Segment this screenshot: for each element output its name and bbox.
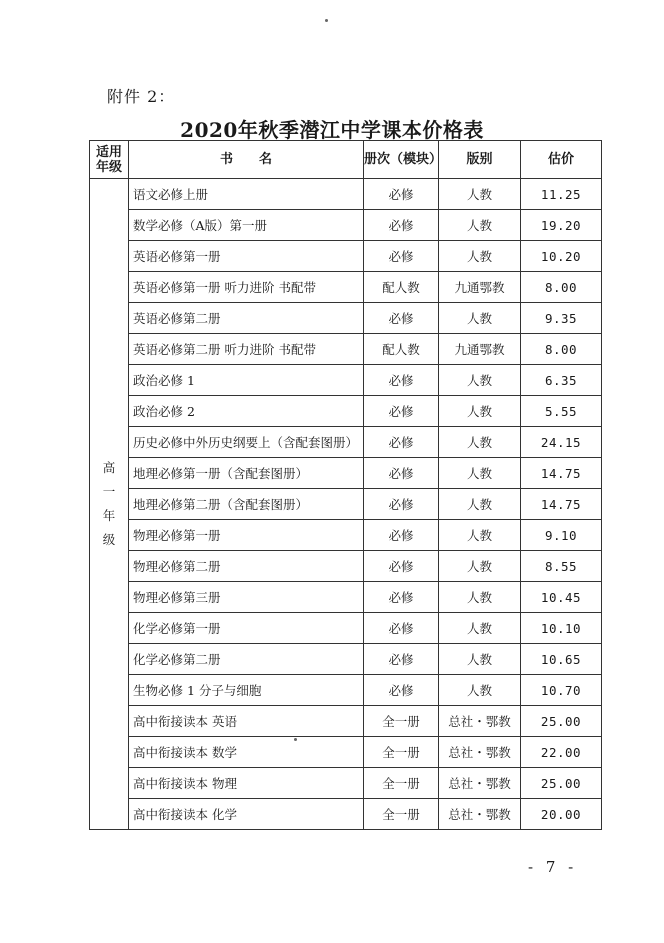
page-title: 2020年秋季潜江中学课本价格表 [180, 118, 484, 142]
header-grade: 适用年级 [90, 141, 129, 179]
grade-char: 级 [102, 532, 116, 547]
volume-cell: 必修 [364, 458, 439, 489]
volume-cell: 必修 [364, 365, 439, 396]
edition-cell: 人教 [439, 489, 521, 520]
book-name-cell: 高中衔接读本 物理 [129, 768, 364, 799]
book-name-cell: 高中衔接读本 英语 [129, 706, 364, 737]
volume-cell: 必修 [364, 644, 439, 675]
price-cell: 9.10 [521, 520, 602, 551]
book-name-cell: 物理必修第一册 [129, 520, 364, 551]
table-row [90, 458, 602, 489]
edition-cell: 人教 [439, 644, 521, 675]
table-row [90, 210, 602, 241]
table-row [90, 613, 602, 644]
edition-cell: 人教 [439, 303, 521, 334]
edition-cell: 总社・鄂教 [439, 737, 521, 768]
table-row [90, 551, 602, 582]
book-name-cell: 历史必修中外历史纲要上（含配套图册） [129, 427, 364, 458]
table-row [90, 799, 602, 830]
book-name-cell: 生物必修 1 分子与细胞 [129, 675, 364, 706]
price-cell: 19.20 [521, 210, 602, 241]
price-cell: 10.45 [521, 582, 602, 613]
volume-cell: 必修 [364, 396, 439, 427]
edition-cell: 人教 [439, 582, 521, 613]
edition-cell: 人教 [439, 396, 521, 427]
volume-cell: 必修 [364, 520, 439, 551]
book-name-cell: 物理必修第二册 [129, 551, 364, 582]
book-name-cell: 英语必修第二册 听力进阶 书配带 [129, 334, 364, 365]
edition-cell: 人教 [439, 365, 521, 396]
price-cell: 10.20 [521, 241, 602, 272]
volume-cell: 必修 [364, 582, 439, 613]
table-row [90, 272, 602, 303]
grade-char: 高 [102, 460, 116, 475]
volume-cell: 必修 [364, 551, 439, 582]
book-name-cell: 政治必修 2 [129, 396, 364, 427]
book-name-cell: 地理必修第一册（含配套图册） [129, 458, 364, 489]
table-row [90, 768, 602, 799]
edition-cell: 人教 [439, 520, 521, 551]
book-name-cell: 化学必修第二册 [129, 644, 364, 675]
attachment-label: 附件 2： [107, 87, 176, 106]
volume-cell: 配人教 [364, 272, 439, 303]
volume-cell: 配人教 [364, 334, 439, 365]
price-cell: 25.00 [521, 768, 602, 799]
volume-cell: 全一册 [364, 737, 439, 768]
edition-cell: 九通鄂教 [439, 272, 521, 303]
book-name-cell: 政治必修 1 [129, 365, 364, 396]
book-name-cell: 语文必修上册 [129, 179, 364, 210]
volume-cell: 全一册 [364, 768, 439, 799]
edition-cell: 人教 [439, 675, 521, 706]
price-cell: 20.00 [521, 799, 602, 830]
table-row [90, 303, 602, 334]
header-edition: 版别 [439, 141, 521, 179]
edition-cell: 人教 [439, 613, 521, 644]
table-row [90, 520, 602, 551]
price-cell: 10.70 [521, 675, 602, 706]
table-row [90, 396, 602, 427]
grade-char: 一 [102, 484, 116, 499]
edition-cell: 总社・鄂教 [439, 706, 521, 737]
edition-cell: 人教 [439, 241, 521, 272]
price-cell: 10.65 [521, 644, 602, 675]
edition-cell: 总社・鄂教 [439, 799, 521, 830]
volume-cell: 必修 [364, 427, 439, 458]
volume-cell: 必修 [364, 489, 439, 520]
price-cell: 14.75 [521, 489, 602, 520]
volume-cell: 必修 [364, 613, 439, 644]
book-name-cell: 数学必修（A版）第一册 [129, 210, 364, 241]
table-row [90, 489, 602, 520]
grade-char: 年 [102, 508, 116, 523]
volume-cell: 必修 [364, 303, 439, 334]
book-name-cell: 高中衔接读本 化学 [129, 799, 364, 830]
price-table [89, 140, 602, 830]
table-row [90, 365, 602, 396]
price-cell: 24.15 [521, 427, 602, 458]
volume-cell: 必修 [364, 675, 439, 706]
table-row [90, 582, 602, 613]
price-cell: 22.00 [521, 737, 602, 768]
book-name-cell: 高中衔接读本 数学 [129, 737, 364, 768]
edition-cell: 人教 [439, 427, 521, 458]
price-cell: 5.55 [521, 396, 602, 427]
grade-cell [90, 179, 129, 830]
table-row [90, 706, 602, 737]
edition-cell: 九通鄂教 [439, 334, 521, 365]
price-cell: 6.35 [521, 365, 602, 396]
price-cell: 8.55 [521, 551, 602, 582]
table-row [90, 334, 602, 365]
price-cell: 25.00 [521, 706, 602, 737]
volume-cell: 全一册 [364, 706, 439, 737]
table-row [90, 675, 602, 706]
header-volume: 册次（模块） [364, 141, 439, 179]
volume-cell: 必修 [364, 241, 439, 272]
edition-cell: 人教 [439, 210, 521, 241]
table-header-row [90, 141, 602, 179]
price-cell: 10.10 [521, 613, 602, 644]
book-name-cell: 地理必修第二册（含配套图册） [129, 489, 364, 520]
table-row [90, 427, 602, 458]
volume-cell: 全一册 [364, 799, 439, 830]
price-cell: 8.00 [521, 334, 602, 365]
page-number: - 7 - [528, 858, 578, 876]
edition-cell: 人教 [439, 551, 521, 582]
volume-cell: 必修 [364, 210, 439, 241]
book-name-cell: 英语必修第二册 [129, 303, 364, 334]
edition-cell: 总社・鄂教 [439, 768, 521, 799]
edition-cell: 人教 [439, 179, 521, 210]
price-cell: 14.75 [521, 458, 602, 489]
volume-cell: 必修 [364, 179, 439, 210]
price-cell: 8.00 [521, 272, 602, 303]
scan-speck [325, 19, 328, 22]
header-book-name: 书 名 [129, 141, 364, 179]
price-cell: 11.25 [521, 179, 602, 210]
edition-cell: 人教 [439, 458, 521, 489]
book-name-cell: 英语必修第一册 听力进阶 书配带 [129, 272, 364, 303]
table-row [90, 737, 602, 768]
book-name-cell: 化学必修第一册 [129, 613, 364, 644]
table-row [90, 241, 602, 272]
table-body [90, 179, 602, 830]
book-name-cell: 英语必修第一册 [129, 241, 364, 272]
book-name-cell: 物理必修第三册 [129, 582, 364, 613]
table-row [90, 644, 602, 675]
price-cell: 9.35 [521, 303, 602, 334]
header-price: 估价 [521, 141, 602, 179]
table-row [90, 179, 602, 210]
